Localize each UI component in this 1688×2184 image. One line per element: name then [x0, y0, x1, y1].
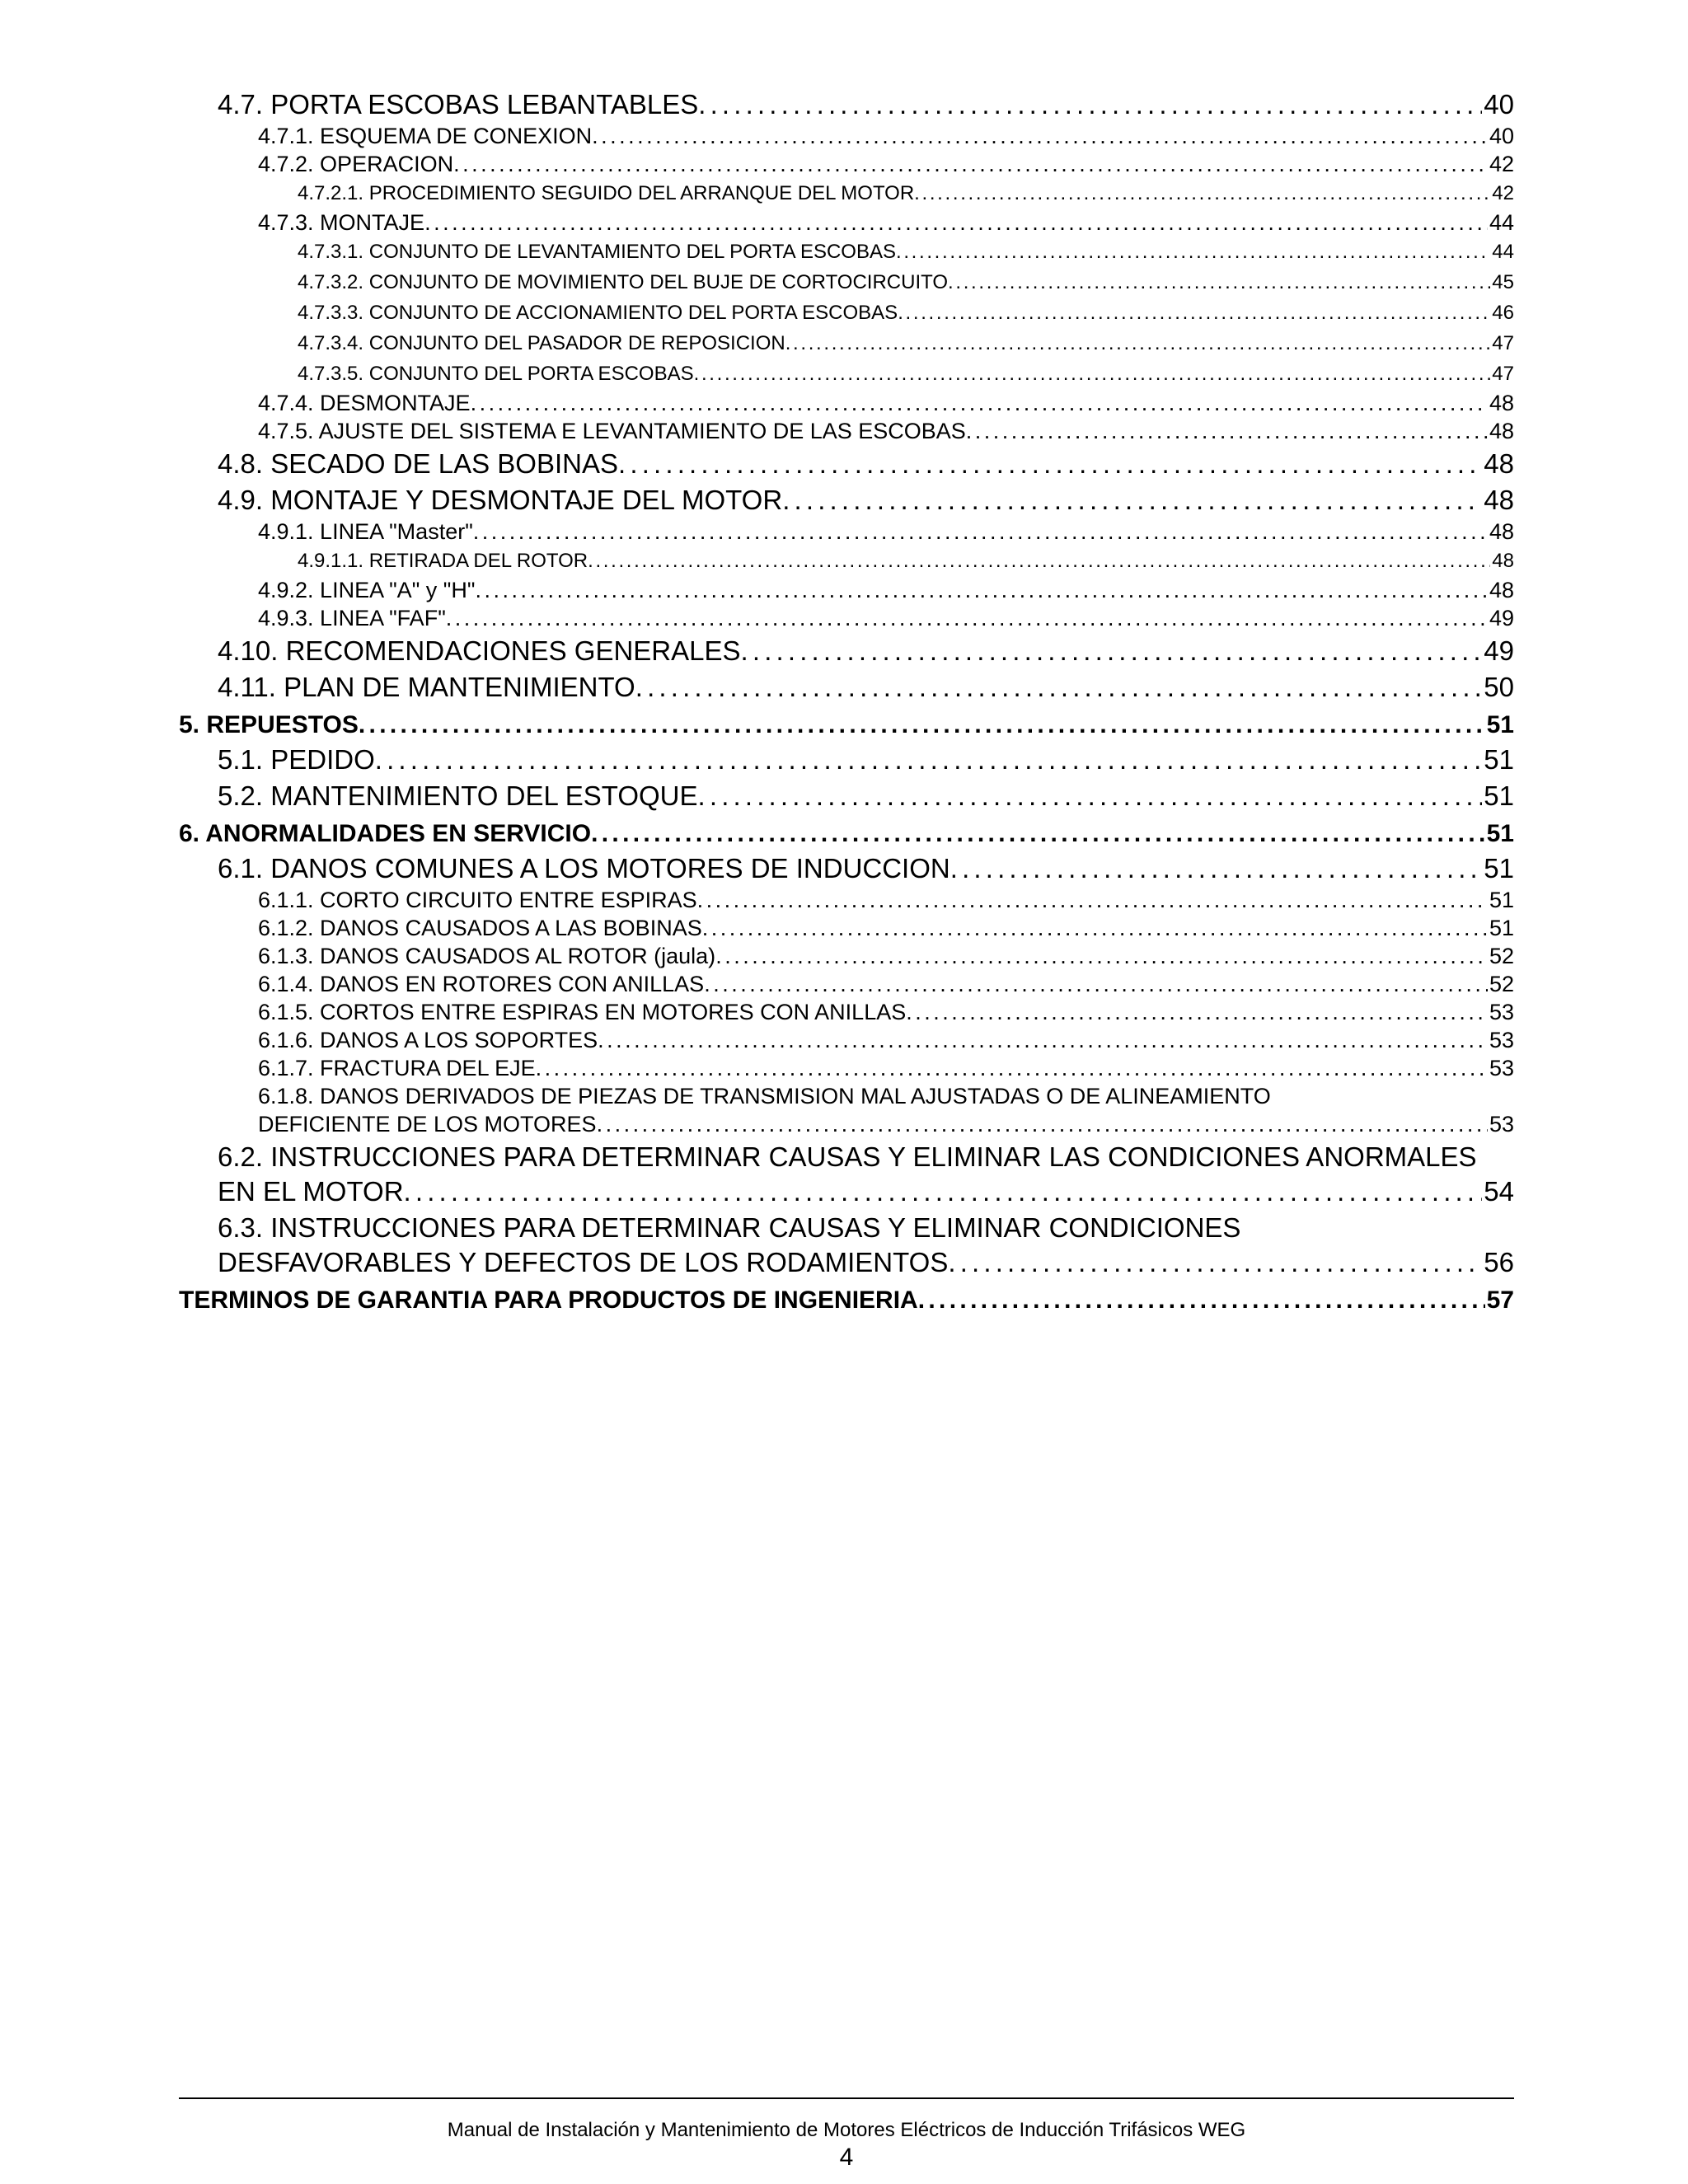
toc-entry-row — [298, 178, 1514, 209]
dot-leader — [598, 1026, 1488, 1054]
toc-entry[interactable] — [179, 576, 1514, 604]
dot-leader — [950, 851, 1483, 886]
toc-entry[interactable] — [179, 970, 1514, 998]
toc-entry[interactable] — [179, 942, 1514, 970]
toc-entry-title: 4.7.3. MONTAJE — [258, 210, 425, 235]
toc-entry[interactable] — [179, 1211, 1514, 1280]
footer-title: Manual de Instalación y Mantenimiento de Motores Eléctricos de Inducción Trifásicos WEG — [447, 2119, 1246, 2141]
toc-entry-page: 57 — [1486, 1286, 1514, 1314]
toc-entry-title: 6.1.3. DANOS CAUSADOS AL ROTOR (jaula) — [258, 944, 716, 968]
toc-entry-row — [258, 122, 1514, 150]
toc-entry[interactable] — [179, 209, 1514, 237]
toc-entry-page: 51 — [1489, 916, 1514, 940]
toc-entry-title: 6.1.7. FRACTURA DEL EJE — [258, 1056, 536, 1080]
dot-leader — [896, 237, 1490, 267]
toc-entry-row — [258, 942, 1514, 970]
dot-leader — [715, 942, 1488, 970]
toc-entry[interactable] — [179, 447, 1514, 481]
toc-entry-row — [218, 87, 1514, 122]
toc-entry-page: 44 — [1492, 241, 1514, 263]
toc-entry-page: 53 — [1489, 1028, 1514, 1052]
toc-entry-title: 4.9.1. LINEA "Master" — [258, 519, 473, 544]
toc-entry[interactable] — [179, 417, 1514, 445]
toc-entry[interactable] — [179, 1285, 1514, 1316]
toc-entry-title: 4.9.2. LINEA "A" y "H" — [258, 578, 476, 602]
toc-entry-row — [258, 914, 1514, 942]
toc-entry-row — [258, 209, 1514, 237]
toc-entry-title: 4.7.3.3. CONJUNTO DE ACCIONAMIENTO DEL PORTA ESCOBAS — [298, 302, 898, 324]
toc-entry-page: 53 — [1489, 1000, 1514, 1024]
toc-entry-row — [298, 237, 1514, 267]
toc-entry[interactable] — [179, 178, 1514, 209]
toc-entry-row — [258, 389, 1514, 417]
toc-entry-title: 4.11. PLAN DE MANTENIMIENTO — [218, 672, 635, 702]
toc-entry-page: 54 — [1484, 1176, 1514, 1207]
toc-entry-row — [218, 1245, 1514, 1280]
toc-entry-page: 51 — [1489, 888, 1514, 912]
dot-leader — [782, 483, 1482, 518]
toc-entry-title: EN EL MOTOR — [218, 1176, 404, 1207]
toc-entry[interactable] — [179, 743, 1514, 777]
dot-leader — [635, 670, 1483, 705]
toc-entry-page: 47 — [1492, 363, 1514, 385]
toc-entry[interactable] — [179, 546, 1514, 576]
toc-entry-title: 6.1.4. DANOS EN ROTORES CON ANILLAS — [258, 972, 705, 996]
toc-entry-title: 4.7.1. ESQUEMA DE CONEXION — [258, 124, 593, 148]
dot-leader — [741, 634, 1483, 668]
dot-leader — [473, 518, 1488, 546]
toc-entry-title: 4.10. RECOMENDACIONES GENERALES — [218, 635, 741, 666]
dot-leader — [424, 209, 1488, 237]
toc-entry-page: 40 — [1489, 124, 1514, 148]
toc-entry-page: 47 — [1492, 332, 1514, 354]
toc-entry[interactable] — [179, 998, 1514, 1026]
toc-entry-row — [298, 298, 1514, 328]
dot-leader — [698, 87, 1482, 122]
toc-entry-title: 4.7.2.1. PROCEDIMIENTO SEGUIDO DEL ARRANQUE DEL MOTOR — [298, 182, 915, 204]
toc-entry[interactable] — [179, 87, 1514, 122]
toc-entry-title: 4.7.2. OPERACION — [258, 152, 454, 176]
toc-entry[interactable] — [179, 851, 1514, 886]
toc-entry-title: 4.7.3.4. CONJUNTO DEL PASADOR DE REPOSICION — [298, 332, 785, 354]
toc-entry[interactable] — [179, 779, 1514, 813]
dot-leader — [898, 298, 1490, 328]
dot-leader — [618, 447, 1482, 481]
toc-entry-page: 48 — [1484, 448, 1514, 479]
toc-entry-title: 6.1. DANOS COMUNES A LOS MOTORES DE INDUCCION — [218, 853, 950, 883]
toc-entry-title: 4.7. PORTA ESCOBAS LEBANTABLES — [218, 89, 699, 120]
toc-entry-page: 40 — [1484, 89, 1514, 120]
toc-entry-row — [298, 328, 1514, 359]
toc-entry-page: 42 — [1492, 182, 1514, 204]
toc-entry-page: 51 — [1486, 820, 1514, 847]
toc-entry-title: 4.7.4. DESMONTAJE — [258, 391, 471, 415]
toc-entry[interactable] — [179, 886, 1514, 914]
toc-entry-page: 48 — [1492, 550, 1514, 572]
toc-entry-page: 48 — [1489, 519, 1514, 544]
toc-entry[interactable] — [179, 670, 1514, 705]
toc-entry-row — [258, 970, 1514, 998]
toc-entry-title: 6.1.1. CORTO CIRCUITO ENTRE ESPIRAS — [258, 888, 697, 912]
toc-entry-page: 52 — [1489, 972, 1514, 996]
page-number: 4 — [839, 2144, 854, 2171]
toc-entry-title: 4.7.3.2. CONJUNTO DE MOVIMIENTO DEL BUJE DE CORTOCIRCUITO — [298, 271, 949, 293]
toc-entry-title: DESFAVORABLES Y DEFECTOS DE LOS RODAMIENTOS — [218, 1247, 949, 1277]
toc-entry-row — [258, 604, 1514, 632]
dot-leader — [918, 1285, 1485, 1316]
toc-entry-row — [179, 710, 1514, 741]
toc-entry-page: 52 — [1489, 944, 1514, 968]
toc-entry-row — [258, 998, 1514, 1026]
toc-entry-title: 4.9. MONTAJE Y DESMONTAJE DEL MOTOR — [218, 485, 783, 515]
toc-entry-page: 51 — [1484, 744, 1514, 775]
toc-entry-page: 51 — [1484, 853, 1514, 883]
toc-entry[interactable] — [179, 328, 1514, 359]
toc-entry[interactable] — [179, 237, 1514, 267]
toc-entry-title: 4.9.1.1. RETIRADA DEL ROTOR — [298, 550, 588, 572]
toc-entry[interactable] — [179, 267, 1514, 298]
toc-entry[interactable] — [179, 818, 1514, 850]
toc-entry-title: 4.8. SECADO DE LAS BOBINAS — [218, 448, 619, 479]
toc-entry-page: 53 — [1489, 1112, 1514, 1137]
toc-entry-row — [218, 634, 1514, 668]
toc-entry-page: 49 — [1489, 606, 1514, 630]
dot-leader — [475, 576, 1488, 604]
toc-entry-page: 50 — [1484, 672, 1514, 702]
toc-entry-page: 56 — [1484, 1247, 1514, 1277]
toc-entry-row — [218, 743, 1514, 777]
toc-entry-row — [258, 518, 1514, 546]
toc-entry-page: 53 — [1489, 1056, 1514, 1080]
toc-entry-row — [258, 1054, 1514, 1082]
toc-entry[interactable] — [179, 150, 1514, 178]
toc-entry-title: 4.7.3.5. CONJUNTO DEL PORTA ESCOBAS — [298, 363, 694, 385]
toc-entry-page: 44 — [1489, 210, 1514, 235]
toc-entry-page: 46 — [1492, 302, 1514, 324]
dot-leader — [536, 1054, 1488, 1082]
toc-entry-row — [179, 1285, 1514, 1316]
toc-entry-row — [179, 818, 1514, 850]
toc-entry-row — [298, 267, 1514, 298]
toc-entry-page: 48 — [1489, 578, 1514, 602]
toc-entry-title: 5.2. MANTENIMIENTO DEL ESTOQUE — [218, 780, 698, 811]
toc-entry[interactable] — [179, 298, 1514, 328]
toc-entry-row — [218, 1174, 1514, 1209]
footer-divider — [179, 2097, 1514, 2099]
toc-entry-page: 45 — [1492, 271, 1514, 293]
toc-entry-page: 48 — [1489, 419, 1514, 443]
toc-entry[interactable] — [179, 1026, 1514, 1054]
toc-entry-title-line: 6.1.8. DANOS DERIVADOS DE PIEZAS DE TRANSMISION MAL AJUSTADAS O DE ALINEAMIENTO — [258, 1084, 1271, 1108]
dot-leader — [592, 122, 1488, 150]
toc-entry-row — [258, 417, 1514, 445]
dot-leader — [694, 359, 1491, 389]
toc-entry-page: 48 — [1484, 485, 1514, 515]
toc-entry[interactable] — [179, 1054, 1514, 1082]
toc-entry[interactable] — [179, 710, 1514, 741]
toc-entry-page: 42 — [1489, 152, 1514, 176]
toc-entry-title: 6.1.2. DANOS CAUSADOS A LAS BOBINAS — [258, 916, 702, 940]
dot-leader — [359, 710, 1485, 741]
toc-entry[interactable] — [179, 634, 1514, 668]
toc-entry-title-line: 6.2. INSTRUCCIONES PARA DETERMINAR CAUSAS Y ELIMINAR LAS CONDICIONES ANORMALES — [218, 1141, 1477, 1172]
dot-leader — [446, 604, 1488, 632]
dot-leader — [702, 914, 1488, 942]
toc-entry-row — [298, 546, 1514, 576]
toc-entry-title: 6.1.5. CORTOS ENTRE ESPIRAS EN MOTORES CON ANILLAS — [258, 1000, 907, 1024]
toc-entry-row — [258, 576, 1514, 604]
toc-entry-title: TERMINOS DE GARANTIA PARA PRODUCTOS DE INGENIERIA — [179, 1286, 918, 1314]
toc-entry[interactable] — [179, 1082, 1514, 1138]
toc-entry-title: 6. ANORMALIDADES EN SERVICIO — [179, 820, 592, 847]
dot-leader — [914, 178, 1490, 209]
toc-entry-row — [218, 483, 1514, 518]
toc-entry-page: 51 — [1486, 711, 1514, 738]
dot-leader — [785, 328, 1491, 359]
toc-entry-row — [218, 447, 1514, 481]
dot-leader — [597, 1110, 1488, 1138]
toc-entry-page: 48 — [1489, 391, 1514, 415]
dot-leader — [375, 743, 1483, 777]
toc-entry-row — [218, 670, 1514, 705]
toc-entry-title: 5. REPUESTOS — [179, 711, 359, 738]
toc-entry[interactable] — [179, 389, 1514, 417]
dot-leader — [948, 1245, 1482, 1280]
dot-leader — [966, 417, 1488, 445]
toc-entry-page: 49 — [1484, 635, 1514, 666]
dot-leader — [453, 150, 1488, 178]
toc-entry-title-line: 6.3. INSTRUCCIONES PARA DETERMINAR CAUSAS Y ELIMINAR CONDICIONES — [218, 1212, 1241, 1243]
toc-entry-row — [298, 359, 1514, 389]
toc-entry-row — [258, 150, 1514, 178]
toc-entry-title: 4.7.3.1. CONJUNTO DE LEVANTAMIENTO DEL PORTA ESCOBAS — [298, 241, 896, 263]
dot-leader — [697, 886, 1488, 914]
toc-entry-title: DEFICIENTE DE LOS MOTORES — [258, 1112, 597, 1137]
toc-entry[interactable] — [179, 359, 1514, 389]
dot-leader — [591, 818, 1485, 850]
toc-entry[interactable] — [179, 518, 1514, 546]
table-of-contents — [179, 86, 1514, 1316]
dot-leader — [471, 389, 1488, 417]
toc-entry-title: 5.1. PEDIDO — [218, 744, 375, 775]
toc-entry-row — [258, 1110, 1514, 1138]
toc-entry-title: 4.9.3. LINEA "FAF" — [258, 606, 446, 630]
toc-entry-row — [218, 851, 1514, 886]
toc-entry-row — [218, 779, 1514, 813]
toc-entry[interactable] — [179, 122, 1514, 150]
dot-leader — [704, 970, 1488, 998]
dot-leader — [906, 998, 1488, 1026]
dot-leader — [698, 779, 1483, 813]
dot-leader — [588, 546, 1490, 576]
toc-entry[interactable] — [179, 483, 1514, 518]
dot-leader — [948, 267, 1490, 298]
toc-entry-row — [258, 886, 1514, 914]
toc-entry[interactable] — [179, 1140, 1514, 1209]
toc-entry[interactable] — [179, 914, 1514, 942]
toc-entry[interactable] — [179, 604, 1514, 632]
toc-entry-row — [258, 1026, 1514, 1054]
toc-entry-title: 6.1.6. DANOS A LOS SOPORTES — [258, 1028, 598, 1052]
toc-entry-title: 4.7.5. AJUSTE DEL SISTEMA E LEVANTAMIENTO DE LAS ESCOBAS — [258, 419, 966, 443]
dot-leader — [404, 1174, 1483, 1209]
toc-entry-page: 51 — [1484, 780, 1514, 811]
